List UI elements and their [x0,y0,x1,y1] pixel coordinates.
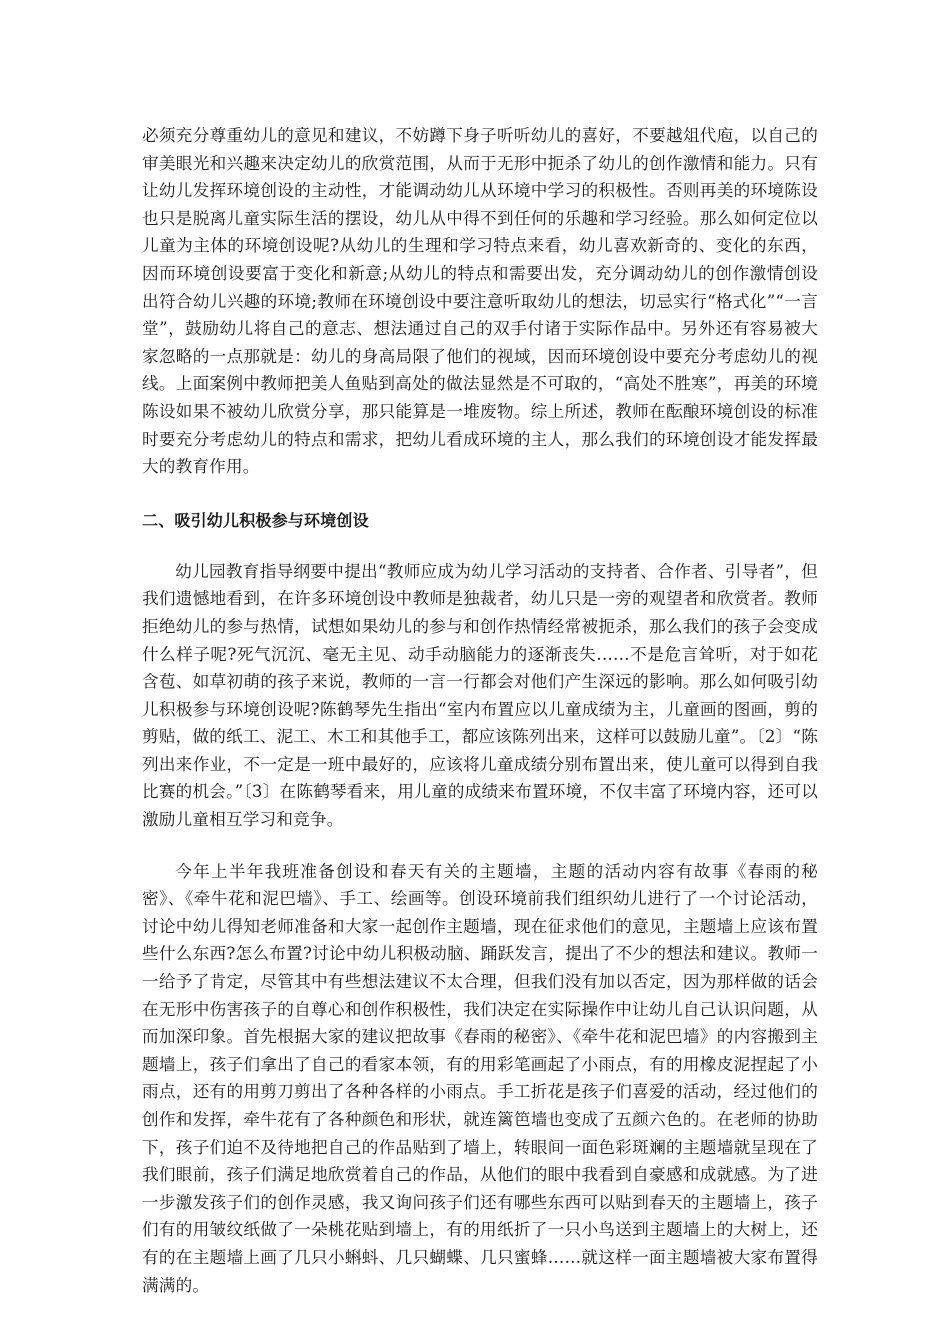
paragraph-guidelines: 幼儿园教育指导纲要中提出“教师应成为幼儿学习活动的支持者、合作者、引导者”，但我们遗憾地看到，在许多环境创设中教师是独裁者，幼儿只是一旁的观望者和欣赏者。教师拒绝幼儿的参与热情，试想如果幼儿的参与和创作热情经常被扼杀，那么我们的孩子会变成什么样子呢?死气沉沉、毫无主见、动手动脑能力的逐渐丧失……不是危言耸听，对于如花含苞、如草初萌的孩子来说，教师的一言一行都会对他们产生深远的影响。那么如何吸引幼儿积极参与环境创设呢?陈鹤琴先生指出“室内布置应以儿童成绩为主，儿童画的图画，剪的剪贴，做的纸工、泥工、木工和其他手工，都应该陈列出来，这样可以鼓励儿童”。〔2〕“陈列出来作业，不一定是一班中最好的，应该将儿童成绩分别布置出来，使儿童可以得到自我比赛的机会。”〔3〕在陈鹤琴看来，用儿童的成绩来布置环境，不仅丰富了环境内容，还可以激励儿童相互学习和竞争。 [142,561,818,830]
section-heading: 二、吸引幼儿积极参与环境创设 [142,510,369,530]
paragraph-continuation: 必须充分尊重幼儿的意见和建议，不妨蹲下身子听听幼儿的喜好，不要越俎代庖，以自己的审美眼光和兴趣来决定幼儿的欣赏范围，从而于无形中扼杀了幼儿的创作激情和能力。只有让幼儿发挥环境创设的主动性，才能调动幼儿从环境中学习的积极性。否则再美的环境陈设也只是脱离儿童实际生活的摆设，幼儿从中得不到任何的乐趣和学习经验。那么如何定位以儿童为主体的环境创设呢?从幼儿的生理和学习特点来看，幼儿喜欢新奇的、变化的东西，因而环境创设要富于变化和新意;从幼儿的特点和需要出发，充分调动幼儿的创作激情创设出符合幼儿兴趣的环境;教师在环境创设中要注意听取幼儿的想法，切忌实行“格式化”“一言堂”，鼓励幼儿将自己的意志、想法通过自己的双手付诸于实际作品中。另外还有容易被大家忽略的一点那就是：幼儿的身高局限了他们的视域，因而环境创设中要充分考虑幼儿的视线。上面案例中教师把美人鱼贴到高处的做法显然是不可取的，“高处不胜寒”，再美的环境陈设如果不被幼儿欣赏分享，那只能算是一堆废物。综上所述，教师在酝酿环境创设的标准时要充分考虑幼儿的特点和需求，把幼儿看成环境的主人，那么我们的环境创设才能发挥最大的教育作用。 [142,126,818,477]
paragraph-theme-wall: 今年上半年我班准备创设和春天有关的主题墙，主题的活动内容有故事《春雨的秘密》、《牵牛花和泥巴墙》、手工、绘画等。创设环境前我们组织幼儿进行了一个讨论活动，讨论中幼儿得知老师准备和大家一起创作主题墙，现在征求他们的意见，主题墙上应该布置些什么东西?怎么布置?讨论中幼儿积极动脑、踊跃发言，提出了不少的想法和建议。教师一一给予了肯定，尽管其中有些想法建议不太合理，但我们没有加以否定，因为那样做的话会在无形中伤害孩子的自尊心和创作积极性，我们决定在实际操作中让幼儿自己认识问题，从而加深印象。首先根据大家的建议把故事《春雨的秘密》、《牵牛花和泥巴墙》的内容搬到主题墙上，孩子们拿出了自己的看家本领，有的用彩笔画起了小雨点，有的用橡皮泥捏起了小雨点，还有的用剪刀剪出了各种各样的小雨点。手工折花是孩子们喜爱的活动，经过他们的创作和发挥，牵牛花有了各种颜色和形状，就连篱笆墙也变成了五颜六色的。在老师的协助下，孩子们迫不及待地把自己的作品贴到了墙上，转眼间一面色彩斑斓的主题墙就呈现在了我们眼前，孩子们满足地欣赏着自己的作品，从他们的眼中我看到自豪感和成就感。为了进一步激发孩子们的创作灵感，我又询问孩子们还有哪些东西可以贴到春天的主题墙上，孩子们有的用皱纹纸做了一朵桃花贴到墙上，有的用纸折了一只小鸟送到主题墙上的大树上，还有的在主题墙上画了几只小蝌蚪、几只蝴蝶、几只蜜蜂……就这样一面主题墙被大家布置得满满的。 [142,861,818,1295]
document-page [142,122,818,1299]
